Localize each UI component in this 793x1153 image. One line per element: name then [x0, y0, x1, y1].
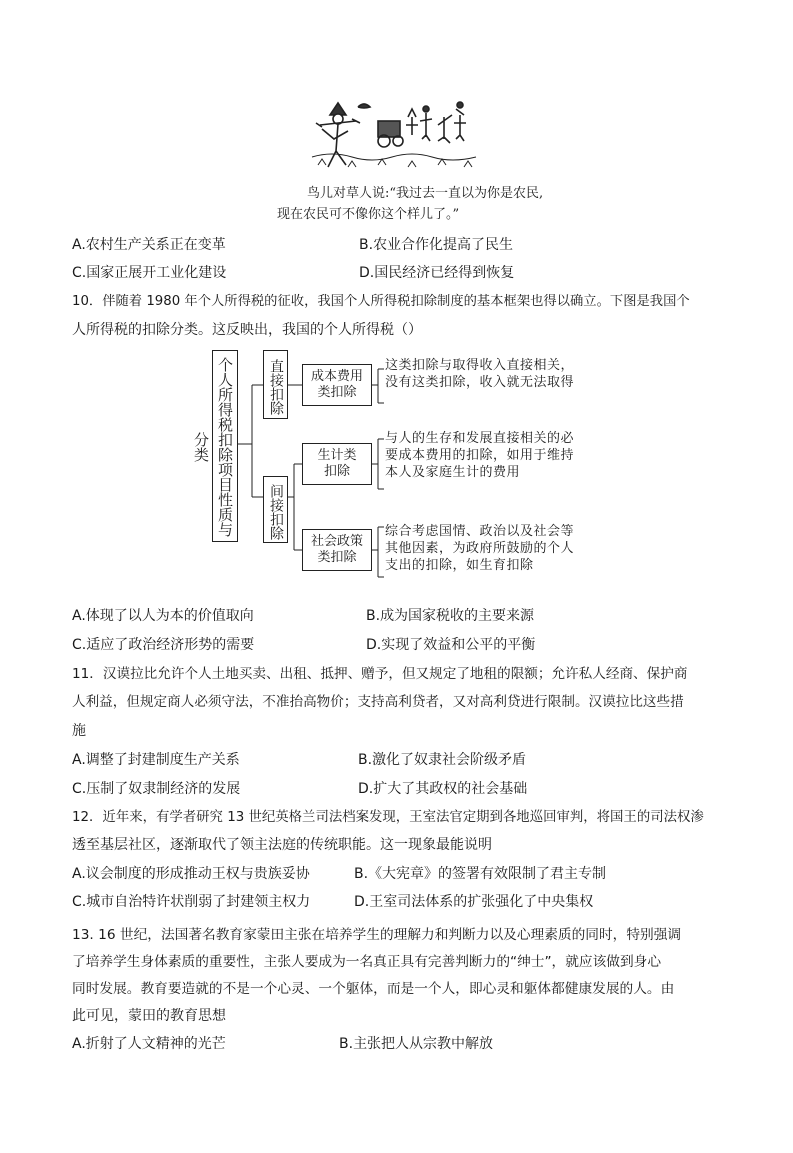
option-label: A.	[72, 752, 86, 768]
living-line2: 扣除	[323, 464, 350, 479]
option-text: 扩大了其政权的社会基础	[373, 781, 528, 797]
option-text: 《大宪章》的签署有效限制了君主专制	[368, 866, 607, 882]
option-text: 调整了封建制度生产关系	[85, 752, 240, 768]
option-label: C.	[72, 637, 87, 653]
q13-stem-line2: 了培养学生身体素质的重要性，主张人要成为一名真正具有完善判断力的“绅士”，就应该做到身心	[72, 954, 662, 970]
q9-option-a[interactable]	[72, 235, 226, 255]
option-label: B.	[354, 866, 369, 882]
cartoon-illustration	[308, 95, 480, 173]
option-text: 农村生产关系正在变革	[85, 237, 226, 253]
option-label: B.	[339, 1036, 354, 1052]
diagram-social-box	[302, 529, 372, 571]
q13-stem-line4: 此可见，蒙田的教育思想	[72, 1008, 226, 1024]
social-description: 综合考虑国情、政治以及社会等其他因素，为政府所鼓励的个人支出的扣除，如生育扣除	[385, 524, 575, 573]
living-description: 与人的生存和发展直接相关的必要成本费用的扣除，如用于维持本人及家庭生计的费用	[385, 431, 575, 480]
q13-option-a[interactable]	[72, 1034, 226, 1054]
q12-stem-line2: 透至基层社区，逐渐取代了领主法庭的传统职能。这一现象最能说明	[72, 837, 492, 853]
cost-line2: 类扣除	[317, 385, 357, 400]
option-label: D.	[366, 637, 382, 653]
option-text: 国家正展开工业化建设	[86, 265, 227, 281]
q13-stem-line3: 同时发展。教育要造就的不是一个心灵、一个躯体，而是一个人，即心灵和躯体都健康发展的人。由	[72, 981, 675, 997]
option-text: 农业合作化提高了民生	[373, 237, 514, 253]
diagram-root-box: 个人所得税扣除项目性质与分类	[212, 350, 238, 542]
q9-option-b[interactable]	[359, 235, 513, 255]
option-text: 实现了效益和公平的平衡	[381, 637, 536, 653]
q11-option-c[interactable]	[72, 779, 240, 799]
living-line1: 生计类	[317, 448, 357, 463]
option-text: 折射了人文精神的光芒	[85, 1036, 226, 1052]
option-label: A.	[72, 608, 86, 624]
option-text: 王室司法体系的扩张强化了中央集权	[369, 894, 594, 910]
option-text: 体现了以人为本的价值取向	[85, 608, 254, 624]
q13-stem-line1: 13. 16 世纪，法国著名教育家蒙田主张在培养学生的理解力和判断力以及心理素质的同时，特别强调	[72, 927, 682, 943]
option-label: B.	[366, 608, 381, 624]
option-text: 适应了政治经济形势的需要	[86, 637, 255, 653]
option-label: B.	[358, 752, 373, 768]
option-label: C.	[72, 894, 87, 910]
option-text: 成为国家税收的主要来源	[380, 608, 535, 624]
diagram-direct-box: 直接扣除	[263, 350, 288, 419]
deduction-diagram	[192, 347, 582, 601]
diagram-cost-box	[302, 364, 372, 406]
option-label: D.	[354, 894, 370, 910]
option-text: 主张把人从宗教中解放	[353, 1036, 494, 1052]
option-label: B.	[359, 237, 374, 253]
q11-option-b[interactable]	[358, 750, 526, 770]
q10-option-a[interactable]	[72, 606, 254, 626]
q11-stem-line2: 人利益，但规定商人必须守法，不准抬高物价；支持高利贷者，又对高利贷进行限制。汉谟拉比这些措	[72, 694, 684, 710]
option-text: 议会制度的形成推动王权与贵族妥协	[85, 866, 310, 882]
option-text: 压制了奴隶制经济的发展	[86, 781, 241, 797]
q11-option-a[interactable]	[72, 750, 240, 770]
social-line1: 社会政策	[310, 534, 363, 549]
q12-option-d[interactable]	[354, 892, 593, 912]
option-label: D.	[358, 781, 374, 797]
option-text: 激化了奴隶社会阶级矛盾	[372, 752, 527, 768]
q10-stem-line2: 人所得税的扣除分类。这反映出，我国的个人所得税（）	[72, 322, 422, 338]
q10-option-d[interactable]	[366, 635, 535, 655]
q11-stem-line1: 11．汉谟拉比允许个人土地买卖、出租、抵押、赠予，但又规定了地租的限额；允许私人经商、保护商	[72, 666, 688, 682]
illustration-caption-line1: 鸟儿对草人说:“我过去一直以为你是农民,	[307, 186, 544, 201]
cost-description: 这类扣除与取得收入直接相关，没有这类扣除，收入就无法取得	[385, 358, 575, 390]
option-label: C.	[72, 781, 87, 797]
q9-option-d[interactable]	[359, 263, 514, 283]
q13-option-b[interactable]	[339, 1034, 493, 1054]
diagram-indirect-box: 间接扣除	[263, 476, 288, 543]
option-text: 国民经济已经得到恢复	[374, 265, 515, 281]
q10-option-c[interactable]	[72, 635, 254, 655]
q12-option-b[interactable]	[354, 864, 606, 884]
q9-option-c[interactable]	[72, 263, 226, 283]
option-text: 城市自治特许状削弱了封建领主权力	[86, 894, 311, 910]
q11-option-d[interactable]	[358, 779, 527, 799]
q12-stem-line1: 12．近年来，有学者研究 13 世纪英格兰司法档案发现，王室法官定期到各地巡回审判，将国王的司法权渗	[72, 810, 704, 825]
q10-option-b[interactable]	[366, 606, 534, 626]
option-label: A.	[72, 866, 86, 882]
option-label: D.	[359, 265, 375, 281]
illustration-caption-line2: 现在农民可不像你这个样儿了。”	[277, 207, 460, 222]
option-label: C.	[72, 265, 87, 281]
diagram-living-box	[302, 443, 372, 485]
option-label: A.	[72, 237, 86, 253]
option-label: A.	[72, 1036, 86, 1052]
q12-option-a[interactable]	[72, 864, 310, 884]
social-line2: 类扣除	[317, 550, 357, 565]
q12-option-c[interactable]	[72, 892, 310, 912]
q10-stem-line1: 10．伴随着 1980 年个人所得税的征收，我国个人所得税扣除制度的基本框架也得以确立。下图是我国个	[72, 294, 690, 309]
cost-line1: 成本费用	[310, 369, 363, 384]
q11-stem-line3: 施	[72, 723, 86, 739]
